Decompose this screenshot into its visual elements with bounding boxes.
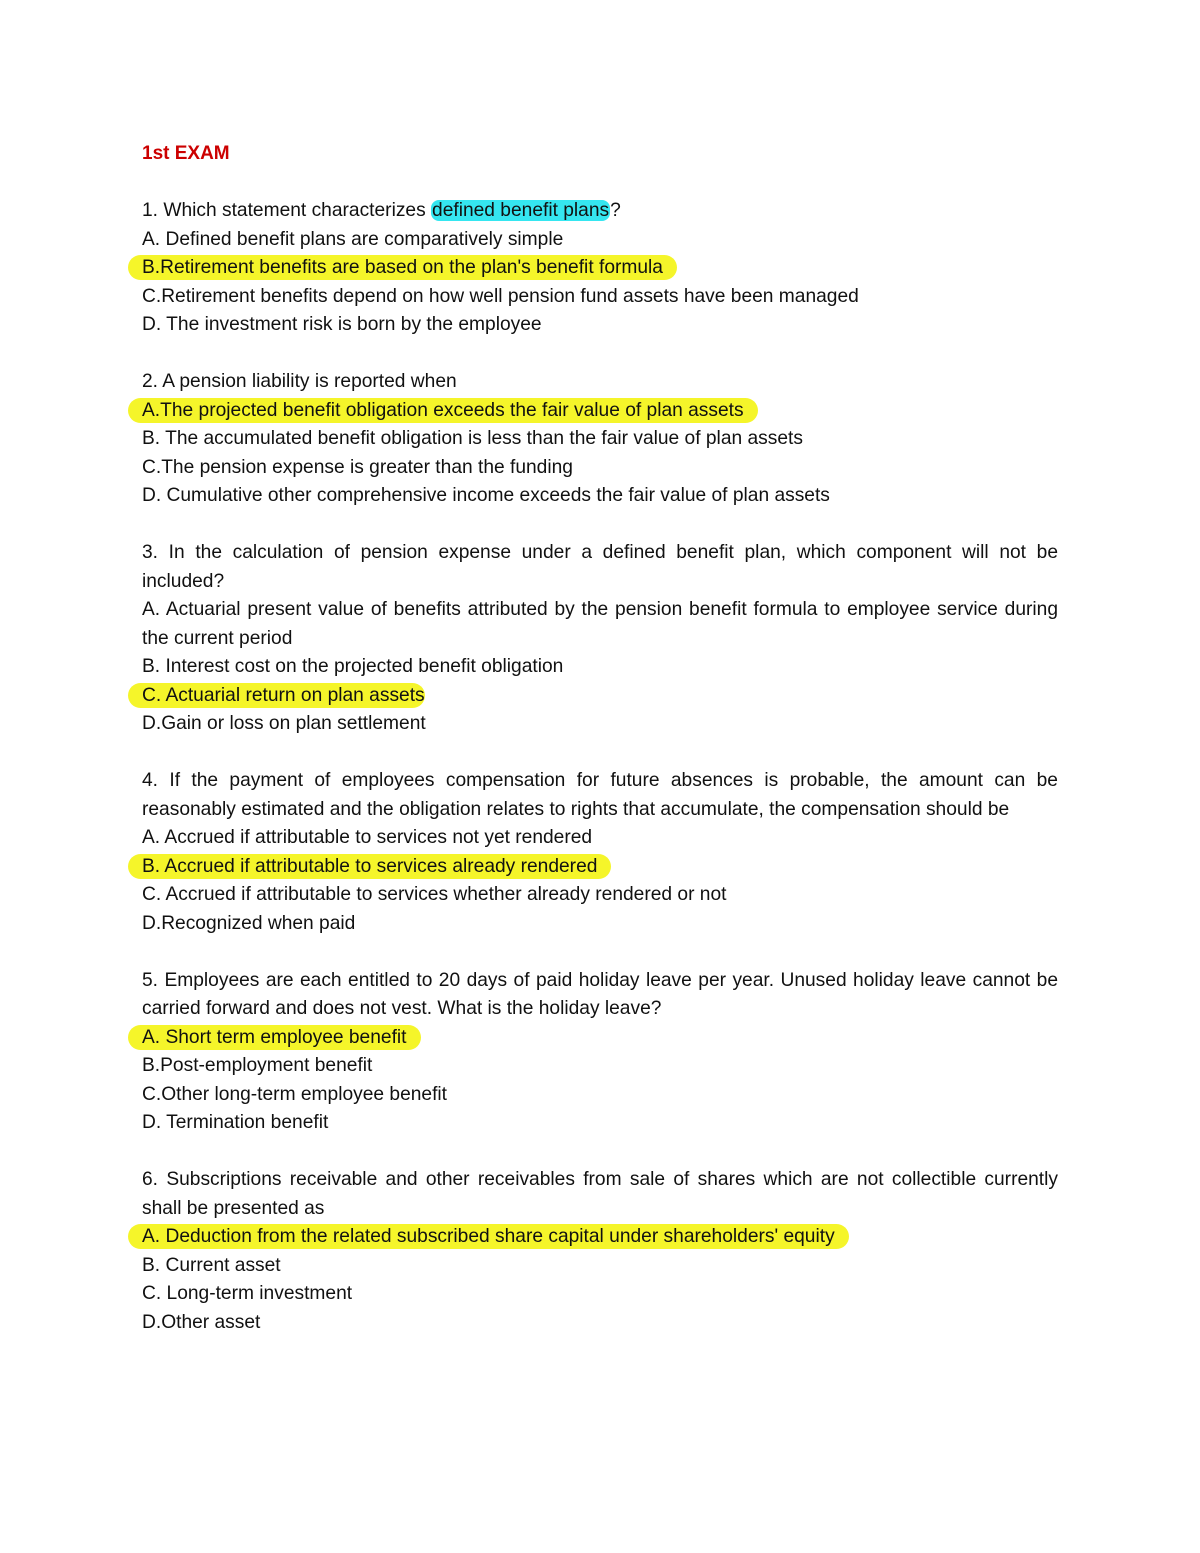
option-a xyxy=(142,397,1058,426)
term-highlight: defined benefit plans xyxy=(432,200,610,221)
answer-highlight: A. Short term employee benefit xyxy=(128,1025,421,1050)
option-d: D.Other asset xyxy=(142,1311,261,1333)
option-c: C.Retirement benefits depend on how well pension fund assets have been managed xyxy=(142,285,859,307)
option-c: C.Other long-term employee benefit xyxy=(142,1083,448,1105)
question-number: 3. xyxy=(142,542,159,563)
answer-highlight: C. Actuarial return on plan assets xyxy=(128,683,425,708)
option-d: D. Termination benefit xyxy=(142,1112,329,1133)
question-number: 1. xyxy=(142,200,159,221)
question-stem: 1. Which statement characterizes defined benefit plans? xyxy=(142,200,621,221)
question-stem: 4. If the payment of employees compensation for future absences is probable, the amount can be reasonably estimated and the obligation relates to rights that accumulate, the compensation should be xyxy=(142,770,1058,820)
question-5 xyxy=(142,967,1058,1138)
option-b xyxy=(142,853,1058,882)
option-d: D. Cumulative other comprehensive income exceeds the fair value of plan assets xyxy=(142,485,830,506)
option-c xyxy=(142,682,1058,711)
option-b: B. The accumulated benefit obligation is less than the fair value of plan assets xyxy=(142,428,803,449)
option-a xyxy=(142,1223,1058,1252)
option-a: A. Actuarial present value of benefits attributed by the pension benefit formula to employee service during the current period xyxy=(142,599,1058,649)
option-d: D.Gain or loss on plan settlement xyxy=(142,713,426,734)
exam-page xyxy=(142,140,1058,1366)
option-a: A. Defined benefit plans are comparatively simple xyxy=(142,228,564,250)
question-stem: 3. In the calculation of pension expense under a defined benefit plan, which component will not be included? xyxy=(142,542,1058,592)
option-a: A. Accrued if attributable to services not yet rendered xyxy=(142,827,593,848)
answer-highlight: B. Accrued if attributable to services already rendered xyxy=(128,854,611,879)
answer-highlight: A. Deduction from the related subscribed share capital under shareholders' equity xyxy=(128,1224,849,1249)
question-number: 2. xyxy=(142,371,159,392)
question-2 xyxy=(142,368,1058,511)
question-stem: 6. Subscriptions receivable and other receivables from sale of shares which are not collectible currently shall be presented as xyxy=(142,1169,1058,1219)
option-c: C. Long-term investment xyxy=(142,1283,353,1304)
question-1 xyxy=(142,197,1058,340)
option-b: B. Interest cost on the projected benefit obligation xyxy=(142,656,564,677)
option-b xyxy=(142,254,1058,283)
question-number: 4. xyxy=(142,770,159,791)
option-b: B. Current asset xyxy=(142,1254,281,1276)
exam-title: 1st EXAM xyxy=(142,143,230,164)
question-number: 5. xyxy=(142,969,159,991)
option-d: D. The investment risk is born by the employee xyxy=(142,314,542,335)
option-c: C. Accrued if attributable to services whether already rendered or not xyxy=(142,884,727,905)
answer-highlight: B.Retirement benefits are based on the plan's benefit formula xyxy=(128,255,677,280)
question-stem: 2. A pension liability is reported when xyxy=(142,371,457,392)
option-b: B.Post-employment benefit xyxy=(142,1055,373,1076)
question-6 xyxy=(142,1166,1058,1337)
question-number: 6. xyxy=(142,1169,159,1190)
option-a xyxy=(142,1024,1058,1053)
question-4 xyxy=(142,767,1058,938)
question-stem: 5. Employees are each entitled to 20 days of paid holiday leave per year. Unused holiday leave cannot be carried forward and does not vest. What is the holiday leave? xyxy=(142,969,1058,1019)
question-3 xyxy=(142,539,1058,739)
option-c: C.The pension expense is greater than the funding xyxy=(142,456,573,478)
option-d: D.Recognized when paid xyxy=(142,912,356,934)
answer-highlight: A.The projected benefit obligation exceeds the fair value of plan assets xyxy=(128,398,758,423)
